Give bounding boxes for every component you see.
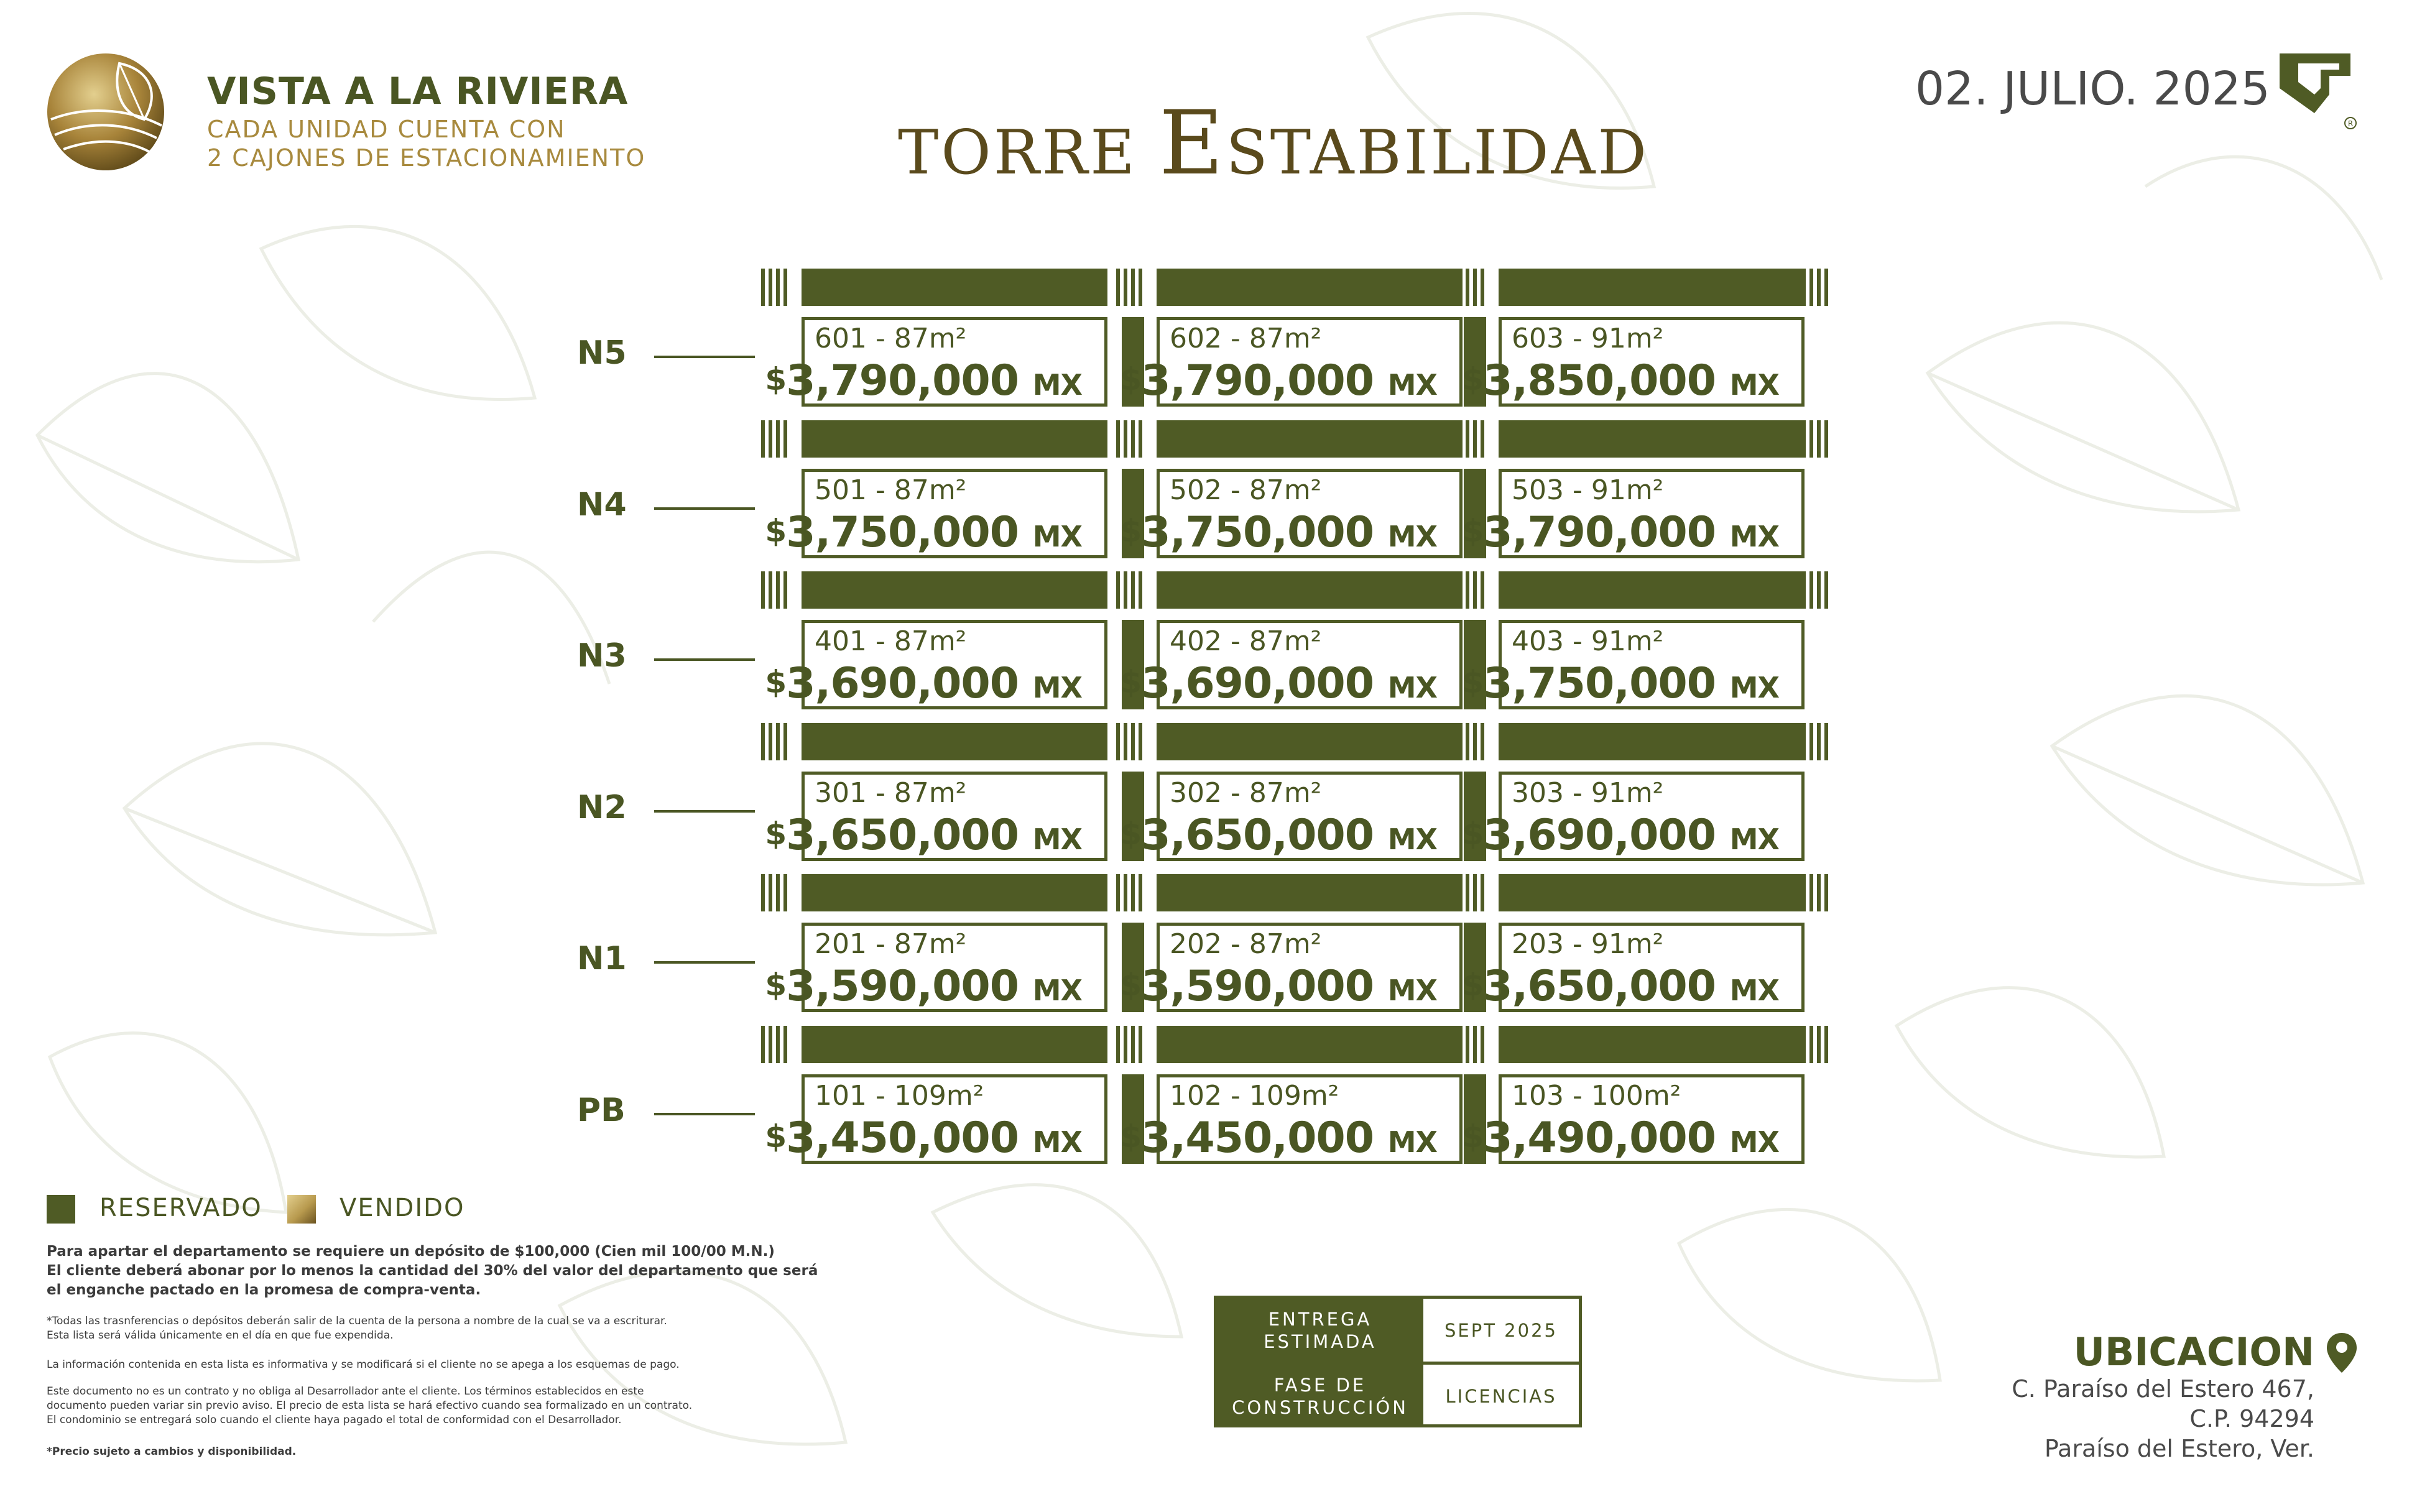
slab-hatch (1802, 571, 1832, 609)
map-pin-icon (2326, 1332, 2358, 1374)
unit-price (1120, 356, 1437, 405)
unit-price (765, 962, 1082, 1011)
currency-code: MX (1032, 368, 1082, 402)
unit-code: 602 - 87m² (1170, 323, 1322, 354)
currency-code: MX (1729, 974, 1779, 1007)
phase-label-line2: CONSTRUCCIÓN (1232, 1396, 1408, 1418)
floor-level-line (654, 356, 755, 358)
unit-card (1120, 1074, 1463, 1164)
address-line2: C.P. 94294 (2189, 1405, 2314, 1432)
slab-hatch (761, 1026, 791, 1063)
slab-hatch (1458, 571, 1488, 609)
delivery-value: SEPT 2025 (1444, 1319, 1558, 1341)
slab-hatch (1458, 1026, 1488, 1063)
unit-code: 301 - 87m² (815, 777, 967, 809)
unit-code: 201 - 87m² (815, 928, 967, 960)
unit-price (765, 811, 1082, 860)
legend-sold-swatch (287, 1195, 316, 1224)
currency-code: MX (1729, 1125, 1779, 1159)
leaf-sphere-logo (45, 51, 167, 173)
floor-slab (1499, 1026, 1805, 1063)
transfer-note-line2: Esta lista será válida únicamente en el día en que fue expendida. (47, 1329, 394, 1342)
currency-symbol: $ (765, 815, 787, 852)
floor-slab (802, 420, 1107, 458)
unit-code: 503 - 91m² (1512, 474, 1664, 506)
legal-note-line1: Este documento no es un contrato y no obliga al Desarrollador ante el cliente. Los términos establecidos en este (47, 1385, 644, 1398)
floor-slab (1499, 420, 1805, 458)
slab-hatch (1458, 420, 1488, 458)
floor-slab (802, 874, 1107, 911)
unit-price-value: 3,750,000 (1141, 507, 1374, 557)
currency-symbol: $ (765, 361, 787, 397)
unit-card (1462, 469, 1805, 558)
address-line1: C. Paraíso del Estero 467, (2012, 1375, 2314, 1403)
info-note: La información contenida en esta lista es informativa y se modificará si el cliente no se apega a los esquemas de pago. (47, 1358, 680, 1371)
currency-symbol: $ (1120, 815, 1142, 852)
deposit-note (47, 1242, 818, 1300)
floor-level-line (654, 658, 755, 661)
currency-code: MX (1729, 368, 1779, 402)
unit-code: 601 - 87m² (815, 323, 967, 354)
delivery-table (1214, 1296, 1582, 1427)
floor-slab (1499, 874, 1805, 911)
unit-price (1462, 356, 1779, 405)
unit-price-value: 3,590,000 (786, 962, 1019, 1011)
unit-code: 501 - 87m² (815, 474, 967, 506)
deposit-note-line2: El cliente deberá abonar por lo menos la cantidad del 30% del valor del departamento que será (47, 1263, 818, 1279)
unit-price-value: 3,650,000 (1483, 962, 1716, 1011)
unit-code: 603 - 91m² (1512, 323, 1664, 354)
unit-price-value: 3,750,000 (786, 507, 1019, 557)
currency-symbol: $ (1120, 967, 1142, 1003)
price-disclaimer: *Precio sujeto a cambios y disponibilidad. (47, 1445, 297, 1458)
phase-label-line1: FASE DE (1273, 1374, 1367, 1396)
floor-slab (1499, 269, 1805, 306)
unit-price (1120, 962, 1437, 1011)
shield-brand-logo (2277, 51, 2358, 132)
floor-level-label: N1 (577, 940, 627, 977)
svg-text:R: R (2347, 119, 2354, 128)
tower-title-rest-1: ORRE (941, 118, 1159, 188)
floor-slab (1499, 571, 1805, 609)
currency-symbol: $ (1462, 664, 1484, 700)
floor-level-line (654, 1113, 755, 1115)
slab-hatch (1802, 420, 1832, 458)
slab-hatch (761, 723, 791, 760)
unit-price (1120, 659, 1437, 708)
floor-slab (802, 723, 1107, 760)
slab-hatch (1116, 269, 1146, 306)
location-title: UBICACION (2073, 1329, 2314, 1375)
currency-symbol: $ (1462, 512, 1484, 549)
unit-code: 403 - 91m² (1512, 625, 1664, 657)
unit-code: 203 - 91m² (1512, 928, 1664, 960)
floor-slab (802, 269, 1107, 306)
floor-slab (1157, 874, 1463, 911)
unit-price-value: 3,690,000 (786, 659, 1019, 708)
unit-card (765, 923, 1107, 1012)
slab-hatch (1116, 571, 1146, 609)
currency-code: MX (1387, 671, 1437, 704)
currency-code: MX (1387, 974, 1437, 1007)
delivery-label (1217, 1299, 1423, 1362)
currency-symbol: $ (1120, 361, 1142, 397)
currency-code: MX (1032, 822, 1082, 856)
currency-symbol: $ (765, 967, 787, 1003)
unit-card (1462, 923, 1805, 1012)
slab-hatch (1802, 1026, 1832, 1063)
unit-code: 202 - 87m² (1170, 928, 1322, 960)
unit-price (1120, 811, 1437, 860)
phase-value: LICENCIAS (1445, 1385, 1557, 1407)
delivery-label-line2: ESTIMADA (1264, 1330, 1377, 1352)
legal-note (47, 1385, 692, 1427)
floor-level-label: PB (577, 1091, 626, 1129)
currency-symbol: $ (1462, 815, 1484, 852)
slab-hatch (1116, 874, 1146, 911)
floor-level-line (654, 810, 755, 813)
unit-price (1462, 659, 1779, 708)
unit-price (765, 508, 1082, 557)
slab-hatch (1116, 420, 1146, 458)
slab-hatch (761, 269, 791, 306)
currency-code: MX (1032, 1125, 1082, 1159)
currency-code: MX (1387, 519, 1437, 553)
unit-card (1120, 772, 1463, 861)
floor-slab (1157, 723, 1463, 760)
unit-price (1462, 962, 1779, 1011)
unit-price (765, 1113, 1082, 1163)
unit-card (1462, 1074, 1805, 1164)
unit-card (765, 1074, 1107, 1164)
unit-price-value: 3,650,000 (1141, 810, 1374, 860)
currency-symbol: $ (1462, 1118, 1484, 1155)
currency-code: MX (1032, 974, 1082, 1007)
transfer-note-line1: *Todas las trasnferencias o depósitos deberán salir de la cuenta de la persona a nombre de la cual se va a escriturar. (47, 1315, 667, 1327)
unit-price-value: 3,850,000 (1483, 356, 1716, 405)
tower-title-initial-1: T (898, 118, 941, 188)
unit-card (765, 620, 1107, 709)
floor-slab (1499, 723, 1805, 760)
floor-slab (1157, 420, 1463, 458)
unit-price (765, 659, 1082, 708)
brand-subtitle-line1: CADA UNIDAD CUENTA CON (207, 116, 566, 143)
unit-code: 302 - 87m² (1170, 777, 1322, 809)
unit-price-value: 3,790,000 (1141, 356, 1374, 405)
unit-price-value: 3,790,000 (786, 356, 1019, 405)
slab-hatch (1116, 1026, 1146, 1063)
slab-hatch (1802, 723, 1832, 760)
floor-slab (1157, 269, 1463, 306)
slab-hatch (761, 571, 791, 609)
currency-code: MX (1032, 519, 1082, 553)
phase-label (1217, 1365, 1423, 1427)
slab-hatch (1458, 269, 1488, 306)
brand-subtitle-line2: 2 CAJONES DE ESTACIONAMIENTO (207, 144, 646, 172)
floor-slab (802, 571, 1107, 609)
unit-card (1120, 469, 1463, 558)
unit-card (1120, 923, 1463, 1012)
unit-card (1120, 317, 1463, 407)
unit-price-value: 3,450,000 (1141, 1113, 1374, 1163)
unit-price-value: 3,450,000 (786, 1113, 1019, 1163)
floor-level-line (654, 507, 755, 510)
legend-sold-label: VENDIDO (340, 1194, 465, 1222)
tower-title-rest-2: STABILIDAD (1226, 118, 1650, 188)
unit-card (1462, 620, 1805, 709)
slab-hatch (761, 420, 791, 458)
unit-card (1120, 620, 1463, 709)
floor-level-label: N5 (577, 334, 627, 372)
unit-price-value: 3,790,000 (1483, 507, 1716, 557)
floor-slab (1157, 1026, 1463, 1063)
tower-title (898, 92, 1649, 195)
unit-price (1462, 1113, 1779, 1163)
unit-price (1462, 811, 1779, 860)
currency-code: MX (1032, 671, 1082, 704)
unit-code: 303 - 91m² (1512, 777, 1664, 809)
floor-level-line (654, 961, 755, 964)
unit-code: 502 - 87m² (1170, 474, 1322, 506)
unit-price-value: 3,490,000 (1483, 1113, 1716, 1163)
slab-hatch (1802, 874, 1832, 911)
slab-hatch (761, 874, 791, 911)
currency-symbol: $ (1120, 512, 1142, 549)
currency-symbol: $ (1462, 361, 1484, 397)
slab-hatch (1458, 874, 1488, 911)
unit-card (765, 469, 1107, 558)
currency-code: MX (1729, 822, 1779, 856)
floor-slab (1157, 571, 1463, 609)
deposit-note-line1: Para apartar el departamento se requiere un depósito de $100,000 (Cien mil 100/00 M.N.) (47, 1243, 775, 1260)
transfer-note (47, 1314, 667, 1343)
deposit-note-line3: el enganche pactado en la promesa de compra-venta. (47, 1282, 481, 1298)
currency-symbol: $ (1120, 1118, 1142, 1155)
slab-hatch (1116, 723, 1146, 760)
unit-price-value: 3,690,000 (1483, 810, 1716, 860)
currency-symbol: $ (765, 664, 787, 700)
currency-symbol: $ (765, 1118, 787, 1155)
unit-price-value: 3,650,000 (786, 810, 1019, 860)
legend-reserved-label: RESERVADO (99, 1194, 262, 1222)
unit-code: 402 - 87m² (1170, 625, 1322, 657)
address-line3: Paraíso del Estero, Ver. (2044, 1435, 2314, 1462)
floor-level-label: N4 (577, 486, 627, 523)
brand-title: VISTA A LA RIVIERA (207, 70, 629, 113)
unit-price-value: 3,750,000 (1483, 659, 1716, 708)
floor-level-label: N3 (577, 637, 627, 675)
unit-card (1462, 772, 1805, 861)
currency-code: MX (1729, 671, 1779, 704)
price-list-date: 02. JULIO. 2025 (1915, 62, 2270, 116)
currency-code: MX (1387, 368, 1437, 402)
unit-card (765, 772, 1107, 861)
tower-title-initial-2: E (1158, 92, 1226, 195)
currency-symbol: $ (765, 512, 787, 549)
currency-symbol: $ (1462, 967, 1484, 1003)
floor-slab (802, 1026, 1107, 1063)
slab-hatch (1458, 723, 1488, 760)
unit-card (765, 317, 1107, 407)
legend-reserved-swatch (47, 1195, 75, 1224)
unit-price (1120, 508, 1437, 557)
unit-code: 102 - 109m² (1170, 1079, 1339, 1112)
unit-price-value: 3,590,000 (1141, 962, 1374, 1011)
currency-code: MX (1387, 1125, 1437, 1159)
unit-price (1120, 1113, 1437, 1163)
unit-price (1462, 508, 1779, 557)
unit-code: 103 - 100m² (1512, 1079, 1681, 1112)
delivery-label-line1: ENTREGA (1268, 1308, 1372, 1330)
currency-code: MX (1729, 519, 1779, 553)
unit-price (765, 356, 1082, 405)
legal-note-line3: El condominio se entregará solo cuando el cliente haya pagado el total de conformidad con el Desarrollador. (47, 1414, 622, 1426)
legal-note-line2: documento pueden variar sin previo aviso. El precio de esta lista se hará efectivo cuando sea formalizado en un contrato. (47, 1399, 693, 1412)
unit-code: 401 - 87m² (815, 625, 967, 657)
unit-price-value: 3,690,000 (1141, 659, 1374, 708)
slab-hatch (1802, 269, 1832, 306)
unit-card (1462, 317, 1805, 407)
unit-code: 101 - 109m² (815, 1079, 984, 1112)
floor-level-label: N2 (577, 788, 627, 826)
currency-symbol: $ (1120, 664, 1142, 700)
currency-code: MX (1387, 822, 1437, 856)
